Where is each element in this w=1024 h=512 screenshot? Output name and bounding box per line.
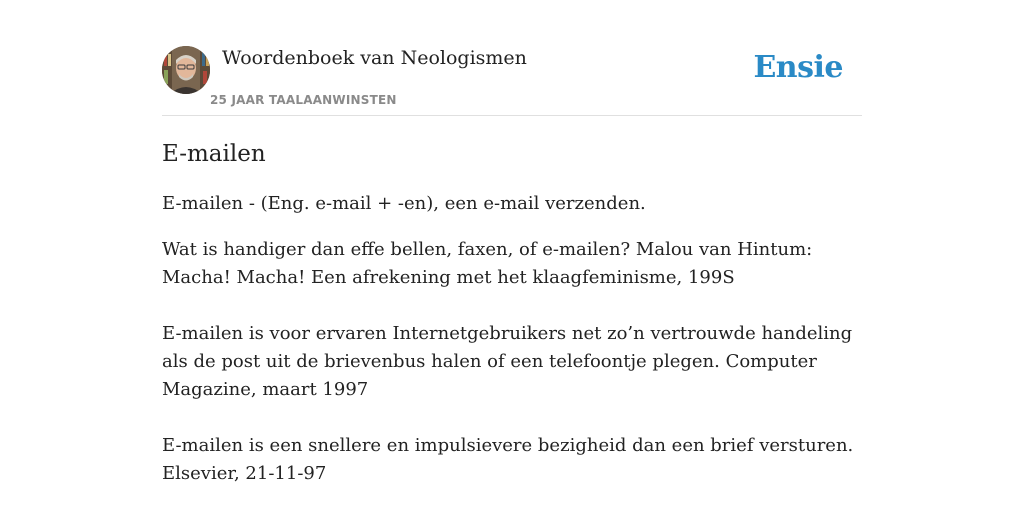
entry-definition: E-mailen - (Eng. e-mail + -en), een e-mail verzenden. <box>162 193 646 214</box>
blog-header <box>162 46 862 116</box>
citation-quote: Wat is handiger dan effe bellen, faxen, of e-mailen? Malou van Hintum: Macha! Macha! Een afrekening met het klaagfeminisme, 199S <box>162 239 813 288</box>
ensie-logo[interactable]: Ensie <box>753 50 843 85</box>
author-portrait-icon <box>162 46 210 94</box>
blog-title[interactable]: Woordenboek van Neologismen <box>222 47 527 69</box>
entry-content <box>162 138 862 488</box>
author-avatar[interactable] <box>162 46 210 94</box>
citation-quote: E-mailen is een snellere en impulsievere bezigheid dan een brief versturen. Elsevier, 21-11-97 <box>162 435 854 484</box>
blog-subtitle: 25 JAAR TAALAANWINSTEN <box>210 93 397 107</box>
citation-quote: E-mailen is voor ervaren Internetgebruikers net zo’n vertrouwde handeling als de post uit de brievenbus halen of een telefoontje plegen. Computer Magazine, maart 1997 <box>162 323 853 400</box>
entry-title: E-mailen <box>162 141 266 167</box>
